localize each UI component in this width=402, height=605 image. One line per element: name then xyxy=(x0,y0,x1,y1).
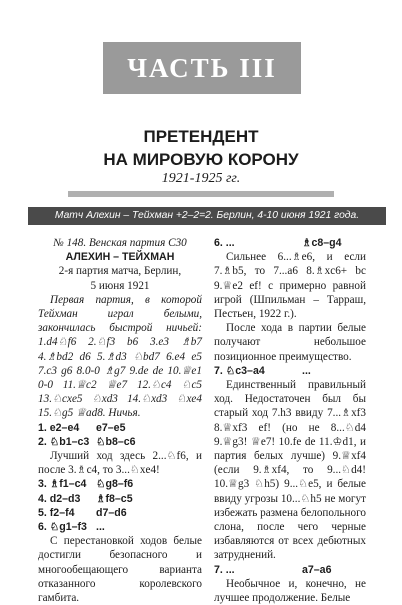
black-move: ♘b8–c6 xyxy=(96,435,136,448)
comment-paragraph: С перестановкой ходов белые достигли безопасного и многообещающего варианта отказанного королевского гамбита. xyxy=(38,535,202,605)
black-move: d7–d6 xyxy=(96,506,127,519)
black-move: e7–e5 xyxy=(96,421,126,434)
section-title-line2: НА МИРОВУЮ КОРОНУ xyxy=(103,150,299,169)
white-move: 6. ... xyxy=(214,237,235,249)
intro-paragraph: Первая партия, в которой Тейхман играл белыми, закончилась быстрой ничьей: 1.d4♘f6 2.♘f3 b6 3.e3 ♗b7 4.♗bd2 d6 5.♗d3 ♘bd7 6.e4 e5 7.c3 g6 8.0-0 ♗g7 9.de de 10.♕e1 0-0 11.♕c2 ♕e7 12.♘c4 ♘c5 13.♘cxe5 ♘xd3 14.♘xd3 ♘xe4 15.♘g5 ♕ad8. Ничья. xyxy=(38,293,202,420)
black-move: ♗f8–c5 xyxy=(96,492,133,505)
comment-paragraph: Лучший ход здесь 2...♘f6, и после 3.♗c4, то 3...♘xe4! xyxy=(38,450,202,477)
black-move: a7–a6 xyxy=(302,563,332,576)
move-row xyxy=(38,477,202,491)
white-move: 6. ♘g1–f3 xyxy=(38,521,87,534)
white-move: 3. ♗f1–c4 xyxy=(38,478,87,491)
comment-paragraph: Единственный правильный ход. Недостаточен был бы старый ход 7.h3 ввиду 7...♗xf3 8.♕xf3 ef! (но не 8...♘d4 9.♕g3! ♕e7! 10.fe de 11.♔d1, и партия белых лучше) 9.♕xf4 (если 9.♗xf4, то 9...♘d4! 10.♕g3 ♘h5) 9...♘e5, и белые ввиду угрозы 10...♘h5 не могут избежать размена белопольного слона, после чего черные избавляются от всех дебютных затруднений. xyxy=(214,379,367,562)
right-column xyxy=(214,236,366,605)
comment-paragraph: После хода в партии белые получают небольшое позиционное преимущество. xyxy=(214,322,366,363)
white-move: 7. ... xyxy=(214,563,235,576)
move-row xyxy=(214,236,366,250)
move-row xyxy=(214,563,366,577)
black-move: ... xyxy=(96,521,105,534)
white-move: 7. ♘c3–a4 xyxy=(214,364,265,377)
white-move: 2. ♘b1–c3 xyxy=(38,435,90,448)
left-column xyxy=(38,236,202,605)
black-move: ♘g8–f6 xyxy=(96,478,134,491)
move-row xyxy=(38,435,202,449)
move-row xyxy=(38,421,202,435)
comment-paragraph: Необычное и, конечно, не лучшее продолжение. Белые xyxy=(214,577,366,605)
game-info-line1: 2-я партия матча, Берлин, xyxy=(58,265,182,278)
section-years: 1921-1925 гг. xyxy=(161,171,241,186)
part-banner xyxy=(103,42,301,94)
match-header: Матч Алехин – Тейхман +2–2=2. Берлин, 4-10 июня 1921 года. xyxy=(28,207,386,225)
players: АЛЕХИН – ТЕЙХМАН xyxy=(65,251,175,264)
section-title-line1: ПРЕТЕНДЕНТ xyxy=(143,127,259,146)
game-info-line2: 5 июня 1921 xyxy=(90,279,150,292)
black-move: ... xyxy=(302,364,311,377)
move-row xyxy=(214,364,366,378)
move-row xyxy=(38,520,202,534)
part-title: ЧАСТЬ III xyxy=(127,52,277,83)
black-move: ♗c8–g4 xyxy=(302,237,342,249)
game-number: № 148. Венская партия С30 xyxy=(53,237,187,249)
white-move: 4. d2–d3 xyxy=(38,492,81,505)
section-divider xyxy=(68,191,334,197)
white-move: 1. e2–e4 xyxy=(38,421,80,434)
white-move: 5. f2–f4 xyxy=(38,506,75,519)
move-row xyxy=(38,492,202,506)
move-row xyxy=(38,506,202,520)
comment-paragraph: Сильнее 6...♗e6, и если 7.♗b5, то 7...a6 8.♗xc6+ bc 9.♕e2 ef! с примерно равной игрой (Шпильман – Тарраш, Пестьен, 1922 г.). xyxy=(214,251,366,321)
